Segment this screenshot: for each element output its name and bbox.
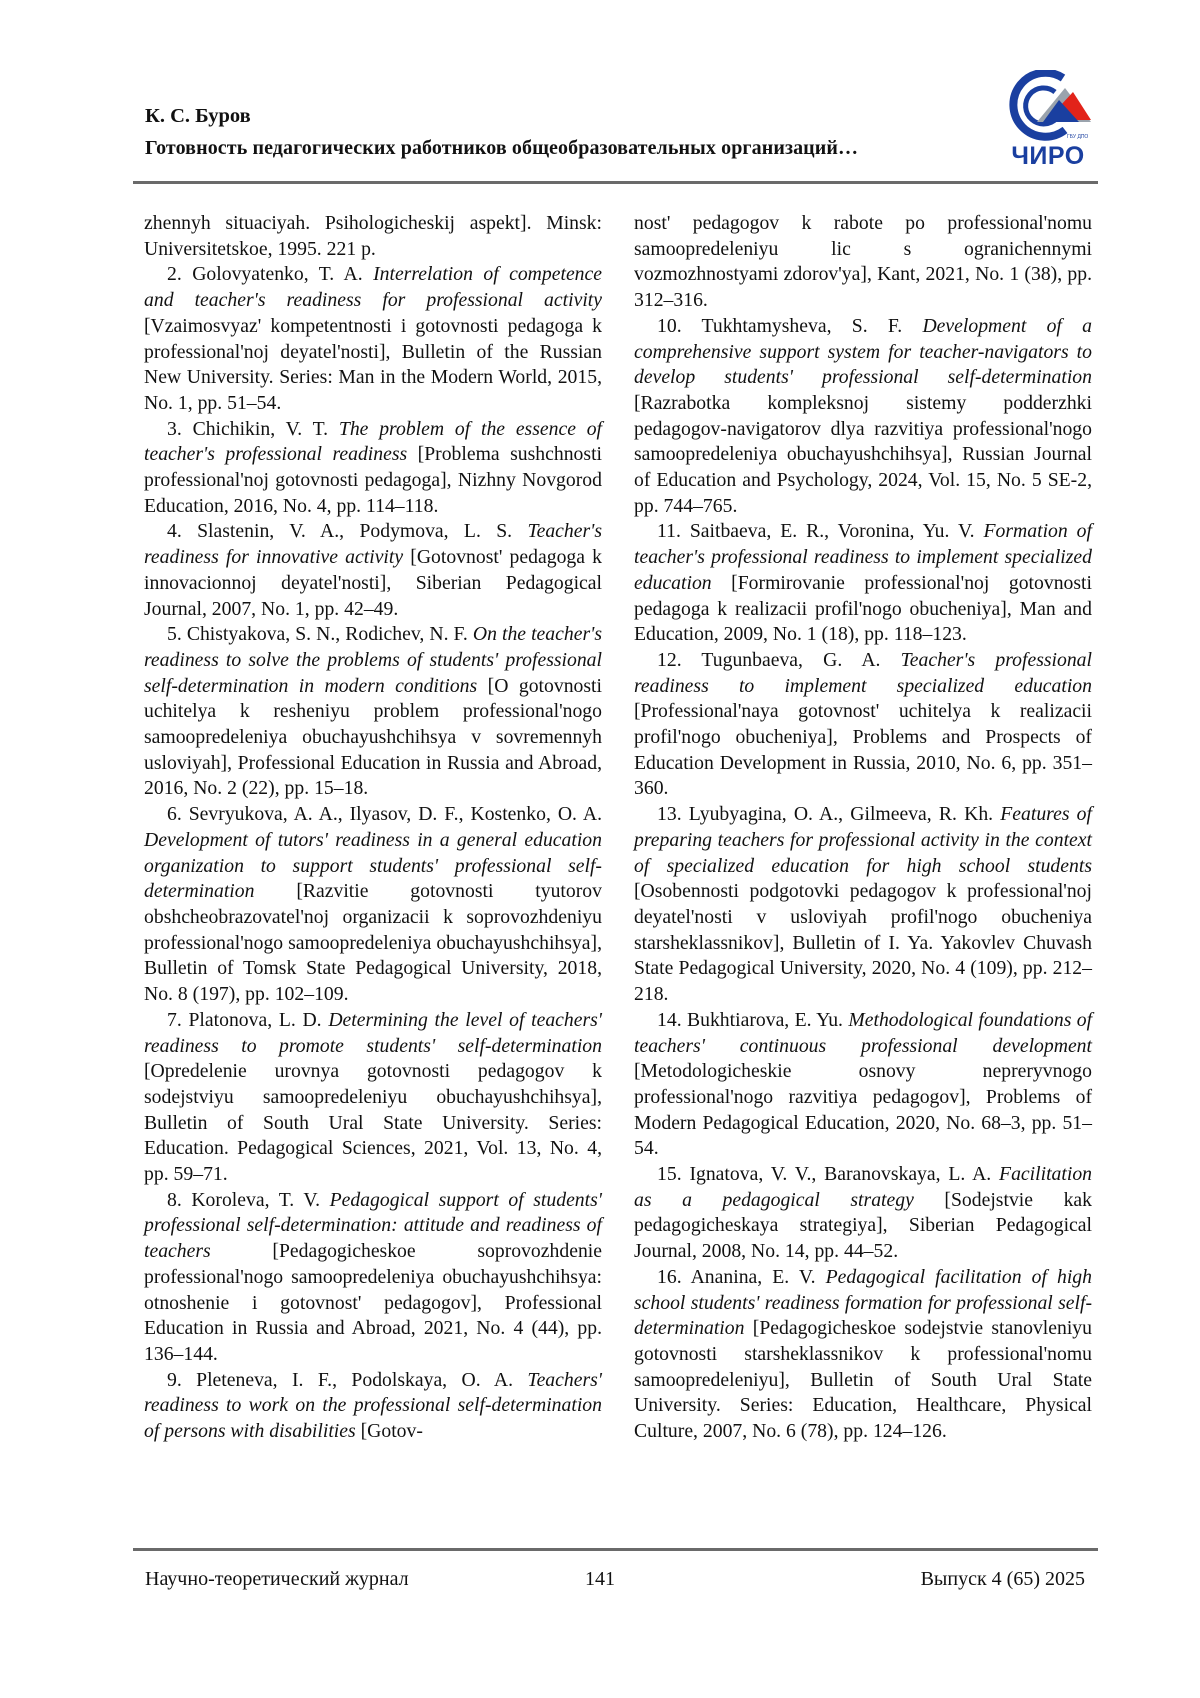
reference-item — [634, 519, 1092, 648]
reference-number: 9. — [167, 1368, 182, 1391]
reference-item — [144, 802, 602, 1008]
reference-authors: Ignatova, V. V., Baranovskaya, L. A. — [689, 1163, 992, 1186]
reference-details: zhennyh situaciyah. Psihologicheskij aspekt]. Minsk: Universitetskoe, 1995. 221 p. — [144, 212, 602, 260]
running-header — [145, 95, 1055, 175]
reference-title: Interrelation of competence and teacher's readiness for professional activity — [144, 263, 603, 312]
reference-title: Development of tutors' readiness in a general education organization to support students' professional self-determination — [144, 828, 602, 903]
reference-item — [634, 1265, 1092, 1445]
footer-page-number: 141 — [585, 1568, 615, 1590]
reference-title: Pedagogical support of students' professional self-determination: attitude and readiness of teachers — [144, 1188, 602, 1263]
reference-item — [144, 1008, 602, 1188]
reference-details: [Pedagogicheskoe soprovozhdenie professional'nogo samoopredeleniya obuchayushchihsya: otnoshenie i gotovnost' pedagogov], Professional Education in Russia and Abroad, 2021, No. 4 (44), pp. 136–144. — [144, 1240, 602, 1365]
reference-item — [634, 1008, 1092, 1162]
reference-title: Pedagogical facilitation of high school students' readiness formation for professional self-determination — [634, 1265, 1092, 1340]
reference-number: 16. — [657, 1265, 682, 1288]
reference-details: [Professional'naya gotovnost' uchitelya k realizacii profil'nogo obucheniya], Problems and Prospects of Education Development in Russia, 2010, No. 6, pp. 351–360. — [634, 700, 1092, 800]
reference-title: Teachers' readiness to work on the professional self-determination of persons with disabilities — [144, 1368, 602, 1443]
reference-authors: Tukhtamysheva, S. F. — [701, 314, 903, 337]
reference-item — [144, 262, 602, 416]
reference-authors: Chichikin, V. T. — [192, 417, 329, 440]
reference-item — [144, 519, 602, 622]
reference-details: [O gotovnosti uchitelya k resheniyu problem professional'nogo samoopredeleniya obuchayushchihsya v sovremennyh usloviyah], Professional Education in Russia and Abroad, 2016, No. 2 (22), pp. 15–18. — [144, 674, 602, 800]
reference-authors: Bukhtiarova, E. Yu. — [686, 1008, 843, 1031]
reference-title: Facilitation as a pedagogical strategy — [634, 1163, 1093, 1211]
reference-number: 14. — [657, 1008, 682, 1031]
reference-title: Formation of teacher's professional readiness to implement specialized education — [634, 520, 1092, 594]
reference-number: 11. — [657, 520, 681, 543]
reference-details: [Gotovnost' pedagoga k innovacionnoj deyatel'nosti], Siberian Pedagogical Journal, 2007, No. 1, pp. 42–49. — [144, 546, 602, 620]
reference-number: 8. — [167, 1188, 182, 1211]
reference-authors: Saitbaeva, E. R., Voronina, Yu. V. — [689, 520, 975, 543]
reference-details: [Opredelenie urovnya gotovnosti pedagogov k sodejstviyu samoopredeleniyu obuchayushchihsya], Bulletin of South Ural State University. Series: Education. Pedagogical Sciences, 2021, Vol. 13, No. 4, pp. 59–71. — [144, 1060, 602, 1186]
reference-authors: Golovyatenko, T. A. — [192, 263, 363, 286]
right-column — [634, 211, 1092, 1445]
reference-authors: Chistyakova, S. N., Rodichev, N. F. — [186, 623, 468, 646]
reference-item — [144, 417, 602, 520]
reference-authors: Sevryukova, A. A., Ilyasov, D. F., Kostenko, O. A. — [188, 803, 602, 826]
reference-item — [144, 1368, 602, 1445]
reference-title: The problem of the essence of teacher's professional readiness — [144, 417, 603, 466]
reference-details: [Razrabotka kompleksnoj sistemy podderzhki pedagogov-navigatorov dlya razvitiya professional'nogo samoopredeleniya obuchayushchihsya], Russian Journal of Education and Psychology, 2024, Vol. 15, No. 5 SE-2, pp. 744–765. — [634, 391, 1092, 517]
reference-number: 2. — [167, 263, 182, 286]
reference-item — [144, 622, 602, 802]
reference-number: 12. — [657, 648, 682, 671]
reference-number: 3. — [167, 417, 182, 440]
left-column — [144, 211, 602, 1445]
header-author: К. С. Буров — [145, 105, 251, 127]
reference-authors: Platonova, L. D. — [188, 1008, 322, 1031]
reference-number: 6. — [167, 803, 182, 826]
reference-authors: Koroleva, T. V. — [191, 1188, 321, 1211]
reference-details: [Sodejstvie kak pedagogicheskaya strategiya], Siberian Pedagogical Journal, 2008, No. 14, pp. 44–52. — [634, 1188, 1092, 1263]
reference-authors: Lyubyagina, O. A., Gilmeeva, R. Kh. — [688, 803, 994, 826]
reference-item — [144, 1188, 602, 1368]
reference-item — [634, 314, 1092, 520]
footer-journal: Научно-теоретический журнал — [145, 1568, 409, 1590]
reference-details: [Problema sushchnosti professional'noj gotovnosti pedagoga], Nizhny Novgorod Education, 2016, No. 4, pp. 114–118. — [144, 443, 603, 517]
footer-issue: Выпуск 4 (65) 2025 — [920, 1568, 1085, 1590]
reference-title: Methodological foundations of teachers' continuous professional development — [634, 1008, 1093, 1057]
footer-divider — [133, 1548, 1098, 1551]
reference-details: [Vzaimosvyaz' kompetentnosti i gotovnosti pedagoga k professional'noj deyatel'nosti], Bulletin of the Russian New University. Series: Man in the Modern World, 2015, No. 1, pp. 51–54. — [144, 314, 602, 414]
reference-authors: Tugunbaeva, G. A. — [701, 648, 881, 671]
reference-number: 7. — [167, 1008, 182, 1031]
reference-details: [Osobennosti podgotovki pedagogov k professional'noj deyatel'nosti v usloviyah profil'nogo obucheniya starsheklassnikov], Bulletin of I. Ya. Yakovlev Chuvash State Pedagogical University, 2020, No. 4 (109), pp. 212–218. — [634, 880, 1092, 1006]
reference-details: [Metodologicheskie osnovy nepreryvnogo professional'nogo razvitiya pedagogov], Problems of Modern Pedagogical Education, 2020, No. 68–3, pp. 51–54. — [634, 1060, 1092, 1160]
reference-title: Features of preparing teachers for professional activity in the context of specialized education for high school students — [634, 803, 1092, 877]
reference-authors: Slastenin, V. A., Podymova, L. S. — [197, 520, 513, 543]
reference-details: nost' pedagogov k rabote po professional'nomu samoopredeleniyu lic s ogranichennymi vozmozhnostyami zdorov'ya], Kant, 2021, No. 1 (38), pp. 312–316. — [634, 212, 1092, 312]
reference-details: [Gotov- — [360, 1420, 423, 1443]
logo-small-text: ГБУ ДПО — [1067, 134, 1089, 140]
reference-item — [634, 802, 1092, 1008]
header-title: Готовность педагогических работников общеобразовательных организаций… — [145, 137, 859, 159]
reference-authors: Pleteneva, I. F., Podolskaya, O. A. — [196, 1368, 514, 1391]
reference-number: 13. — [657, 803, 682, 826]
reference-item — [634, 1162, 1092, 1265]
reference-title: Teacher's readiness for innovative activity — [144, 520, 603, 569]
reference-item — [634, 648, 1092, 802]
reference-item — [634, 211, 1092, 314]
reference-number: 5. — [167, 623, 182, 646]
reference-details: [Pedagogicheskoe sodejstvie stanovleniyu gotovnosti starsheklassnikov k professional'nomu samoopredeleniyu], Bulletin of South Ural State University. Series: Education, Healthcare, Physical Culture, 2007, No. 6 (78), pp. 124–126. — [634, 1317, 1092, 1443]
reference-title: Determining the level of teachers' readiness to promote students' self-determination — [144, 1008, 603, 1057]
reference-details: [Razvitie gotovnosti tyutorov obshcheobrazovatel'noj organizacii k soprovozhdeniyu professional'nogo samoopredeleniya obuchayushchihsya], Bulletin of Tomsk State Pedagogical University, 2018, No. 8 (197), pp. 102–109. — [144, 880, 602, 1006]
reference-number: 4. — [167, 520, 182, 543]
reference-number: 10. — [657, 314, 682, 337]
logo-text: ЧИРО — [1011, 142, 1085, 170]
header-divider — [133, 181, 1098, 184]
reference-item — [144, 211, 602, 262]
reference-details: [Formirovanie professional'noj gotovnosti pedagoga k realizacii profil'nogo obucheniya], Man and Education, 2009, No. 1 (18), pp. 118–123. — [634, 571, 1093, 646]
reference-title: On the teacher's readiness to solve the problems of students' professional self-determination in modern conditions — [144, 623, 602, 697]
reference-authors: Ananina, E. V. — [690, 1265, 816, 1288]
reference-title: Teacher's professional readiness to implement specialized education — [634, 648, 1092, 697]
reference-title: Development of a comprehensive support system for teacher-navigators to develop students' professional self-determination — [634, 314, 1092, 389]
reference-number: 15. — [657, 1163, 682, 1186]
